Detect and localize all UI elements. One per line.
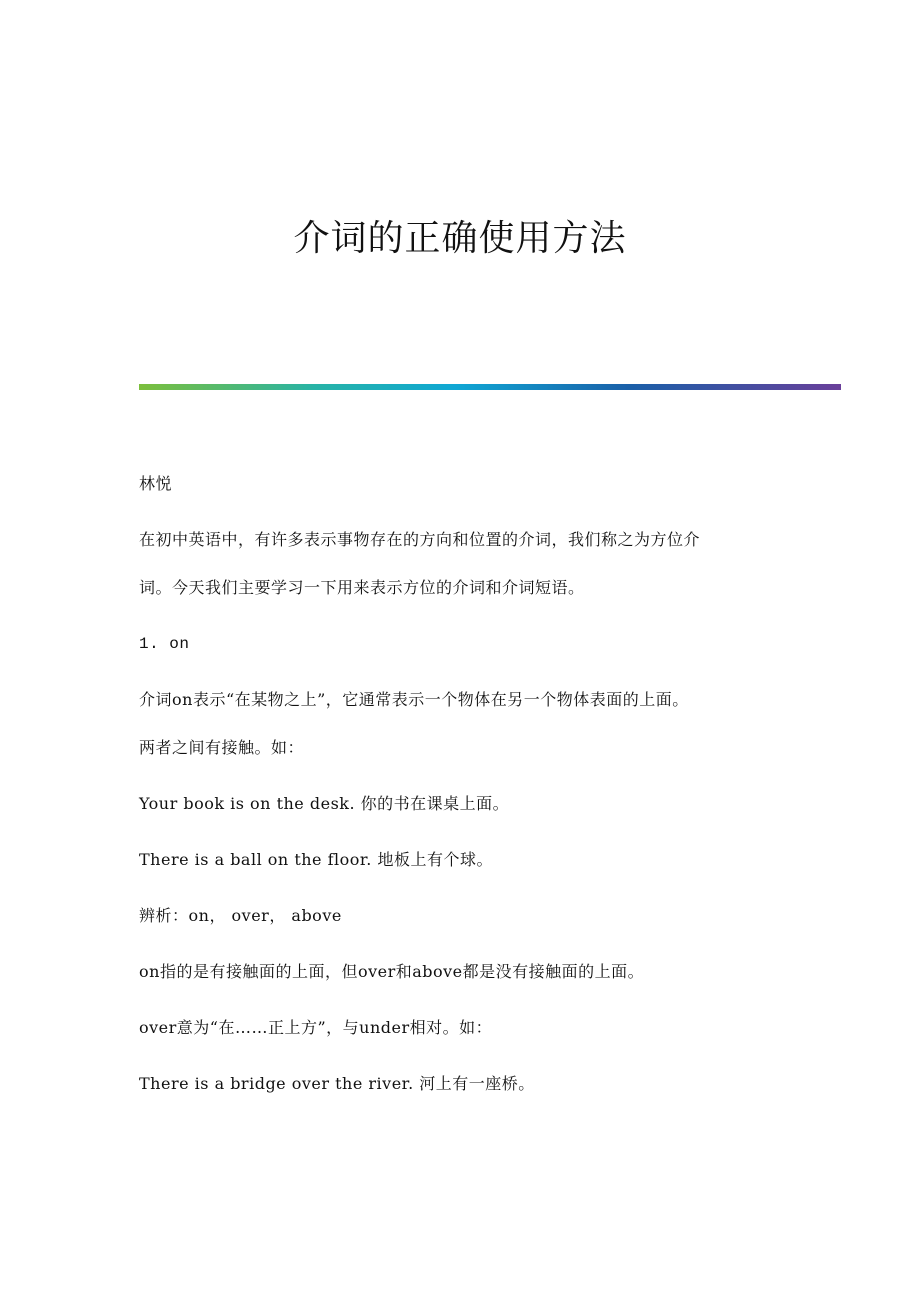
example-sentence: There is a bridge over the river. 河上有一座桥。 xyxy=(139,1074,535,1093)
document-title: 介词的正确使用方法 xyxy=(293,218,627,259)
paragraph-line: 在初中英语中，有许多表示事物存在的方向和位置的介词，我们称之为方位介 xyxy=(139,530,701,549)
paragraph-line: 介词on表示“在某物之上”，它通常表示一个物体在另一个物体表面的上面。 xyxy=(139,690,689,709)
author-name: 林悦 xyxy=(139,474,173,493)
section-heading: 1. on xyxy=(139,635,190,653)
example-sentence: There is a ball on the floor. 地板上有个球。 xyxy=(139,850,493,869)
comparison-heading: 辨析：on， over， above xyxy=(139,906,342,925)
title-divider xyxy=(139,384,841,390)
paragraph-line: over意为“在……正上方”，与under相对。如： xyxy=(139,1018,493,1037)
example-sentence: Your book is on the desk. 你的书在课桌上面。 xyxy=(139,794,510,813)
paragraph-line: 两者之间有接触。如： xyxy=(139,738,305,757)
paragraph-line: 词。今天我们主要学习一下用来表示方位的介词和介词短语。 xyxy=(139,578,585,597)
paragraph-line: on指的是有接触面的上面，但over和above都是没有接触面的上面。 xyxy=(139,962,645,981)
